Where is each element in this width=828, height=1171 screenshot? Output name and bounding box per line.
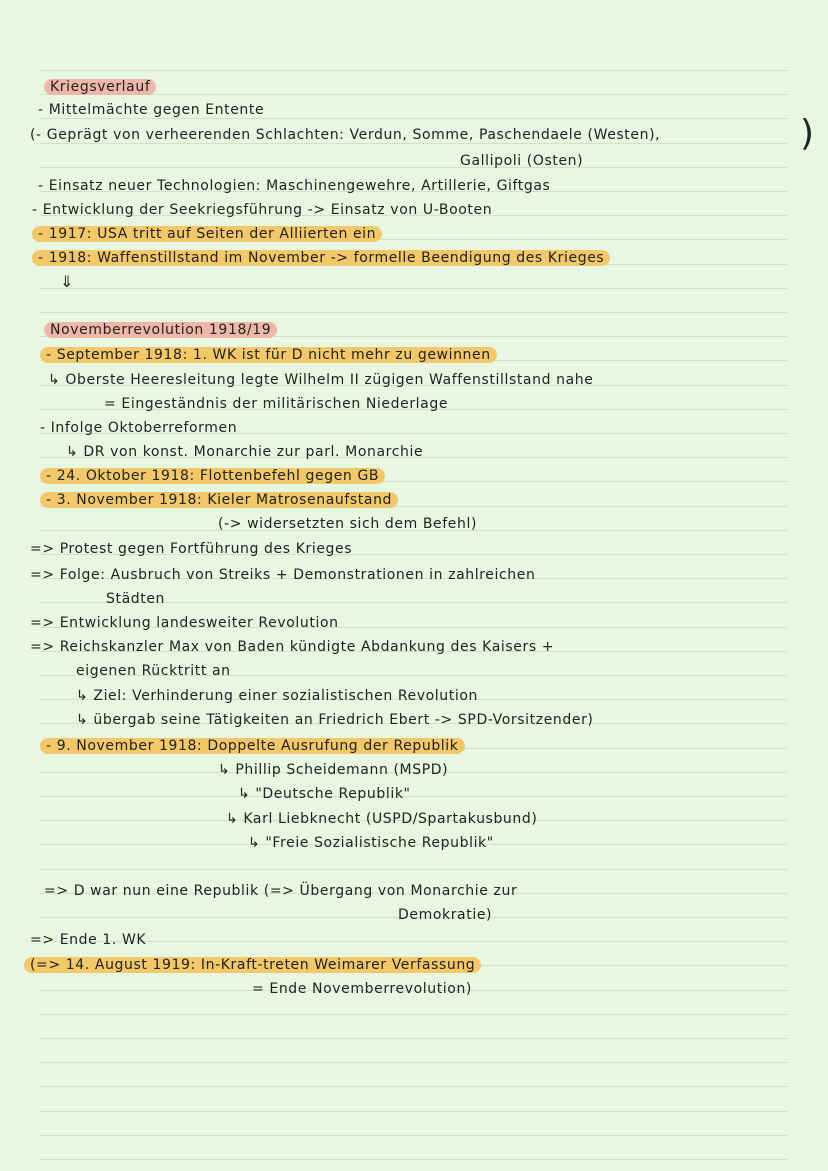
heading-novemberrevolution: Novemberrevolution 1918/19 bbox=[44, 321, 277, 339]
highlighted-line: - 3. November 1918: Kieler Matrosenaufstand bbox=[40, 491, 398, 509]
text-line: Demokratie) bbox=[398, 907, 493, 923]
highlighted-line: - September 1918: 1. WK ist für D nicht mehr zu gewinnen bbox=[40, 346, 497, 364]
heading-kriegsverlauf: Kriegsverlauf bbox=[44, 78, 156, 96]
highlighted-line: - 9. November 1918: Doppelte Ausrufung der Republik bbox=[40, 737, 465, 755]
ruled-line bbox=[40, 1135, 788, 1136]
ruled-line bbox=[40, 1111, 788, 1112]
ruled-line bbox=[40, 1014, 788, 1015]
text-line: ↳ DR von konst. Monarchie zur parl. Monarchie bbox=[66, 444, 424, 460]
highlighted-line: - 1917: USA tritt auf Seiten der Alliierten ein bbox=[32, 225, 382, 243]
text-line: => Entwicklung landesweiter Revolution bbox=[30, 615, 339, 631]
text-line: - Entwicklung der Seekriegsführung -> Einsatz von U-Booten bbox=[32, 202, 493, 218]
text-line: Gallipoli (Osten) bbox=[460, 153, 584, 169]
text-line: => D war nun eine Republik (=> Übergang von Monarchie zur bbox=[44, 883, 518, 899]
ruled-line bbox=[40, 869, 788, 870]
ruled-line bbox=[40, 1062, 788, 1063]
ruled-line bbox=[40, 1159, 788, 1160]
text-line: ↳ Karl Liebknecht (USPD/Spartakusbund) bbox=[226, 811, 538, 827]
highlighted-line: (=> 14. August 1919: In-Kraft-treten Weimarer Verfassung bbox=[24, 956, 481, 974]
text-line: ↳ übergab seine Tätigkeiten an Friedrich Ebert -> SPD-Vorsitzender) bbox=[76, 712, 594, 728]
text-line: (-> widersetzten sich dem Befehl) bbox=[218, 516, 478, 532]
text-line: ↳ Ziel: Verhinderung einer sozialistischen Revolution bbox=[76, 688, 478, 704]
text-line: (- Geprägt von verheerenden Schlachten: Verdun, Somme, Paschendaele (Westen), bbox=[30, 127, 661, 143]
text-line: ↳ Phillip Scheidemann (MSPD) bbox=[218, 762, 449, 778]
ruled-line bbox=[40, 70, 788, 71]
ruled-line bbox=[40, 312, 788, 313]
ruled-line bbox=[40, 288, 788, 289]
ruled-line bbox=[40, 796, 788, 797]
text-line: = Eingeständnis der militärischen Niederlage bbox=[104, 396, 449, 412]
double-arrow-down-icon: ⇓ bbox=[60, 272, 74, 291]
text-line: eigenen Rücktritt an bbox=[76, 663, 231, 679]
text-line: - Infolge Oktoberreformen bbox=[40, 420, 238, 436]
ruled-line bbox=[40, 1038, 788, 1039]
text-line: ↳ Oberste Heeresleitung legte Wilhelm II zügigen Waffenstillstand nahe bbox=[48, 372, 594, 388]
ruled-line bbox=[40, 941, 788, 942]
text-line: ↳ "Deutsche Republik" bbox=[238, 786, 411, 802]
text-line: => Protest gegen Fortführung des Krieges bbox=[30, 541, 353, 557]
highlighted-line: - 24. Oktober 1918: Flottenbefehl gegen GB bbox=[40, 467, 385, 485]
text-line: = Ende Novemberrevolution) bbox=[252, 981, 472, 997]
text-line: - Mittelmächte gegen Entente bbox=[38, 102, 265, 118]
ruled-line bbox=[40, 1086, 788, 1087]
closing-bracket: ) bbox=[800, 113, 815, 154]
text-line: => Reichskanzler Max von Baden kündigte Abdankung des Kaisers + bbox=[30, 639, 555, 655]
text-line: => Folge: Ausbruch von Streiks + Demonstrationen in zahlreichen bbox=[30, 567, 536, 583]
text-line: - Einsatz neuer Technologien: Maschinengewehre, Artillerie, Giftgas bbox=[38, 178, 551, 194]
text-line: => Ende 1. WK bbox=[30, 932, 147, 948]
highlighted-line: - 1918: Waffenstillstand im November -> formelle Beendigung des Krieges bbox=[32, 249, 610, 267]
ruled-line bbox=[40, 167, 788, 168]
text-line: Städten bbox=[106, 591, 166, 607]
text-line: ↳ "Freie Sozialistische Republik" bbox=[248, 835, 494, 851]
